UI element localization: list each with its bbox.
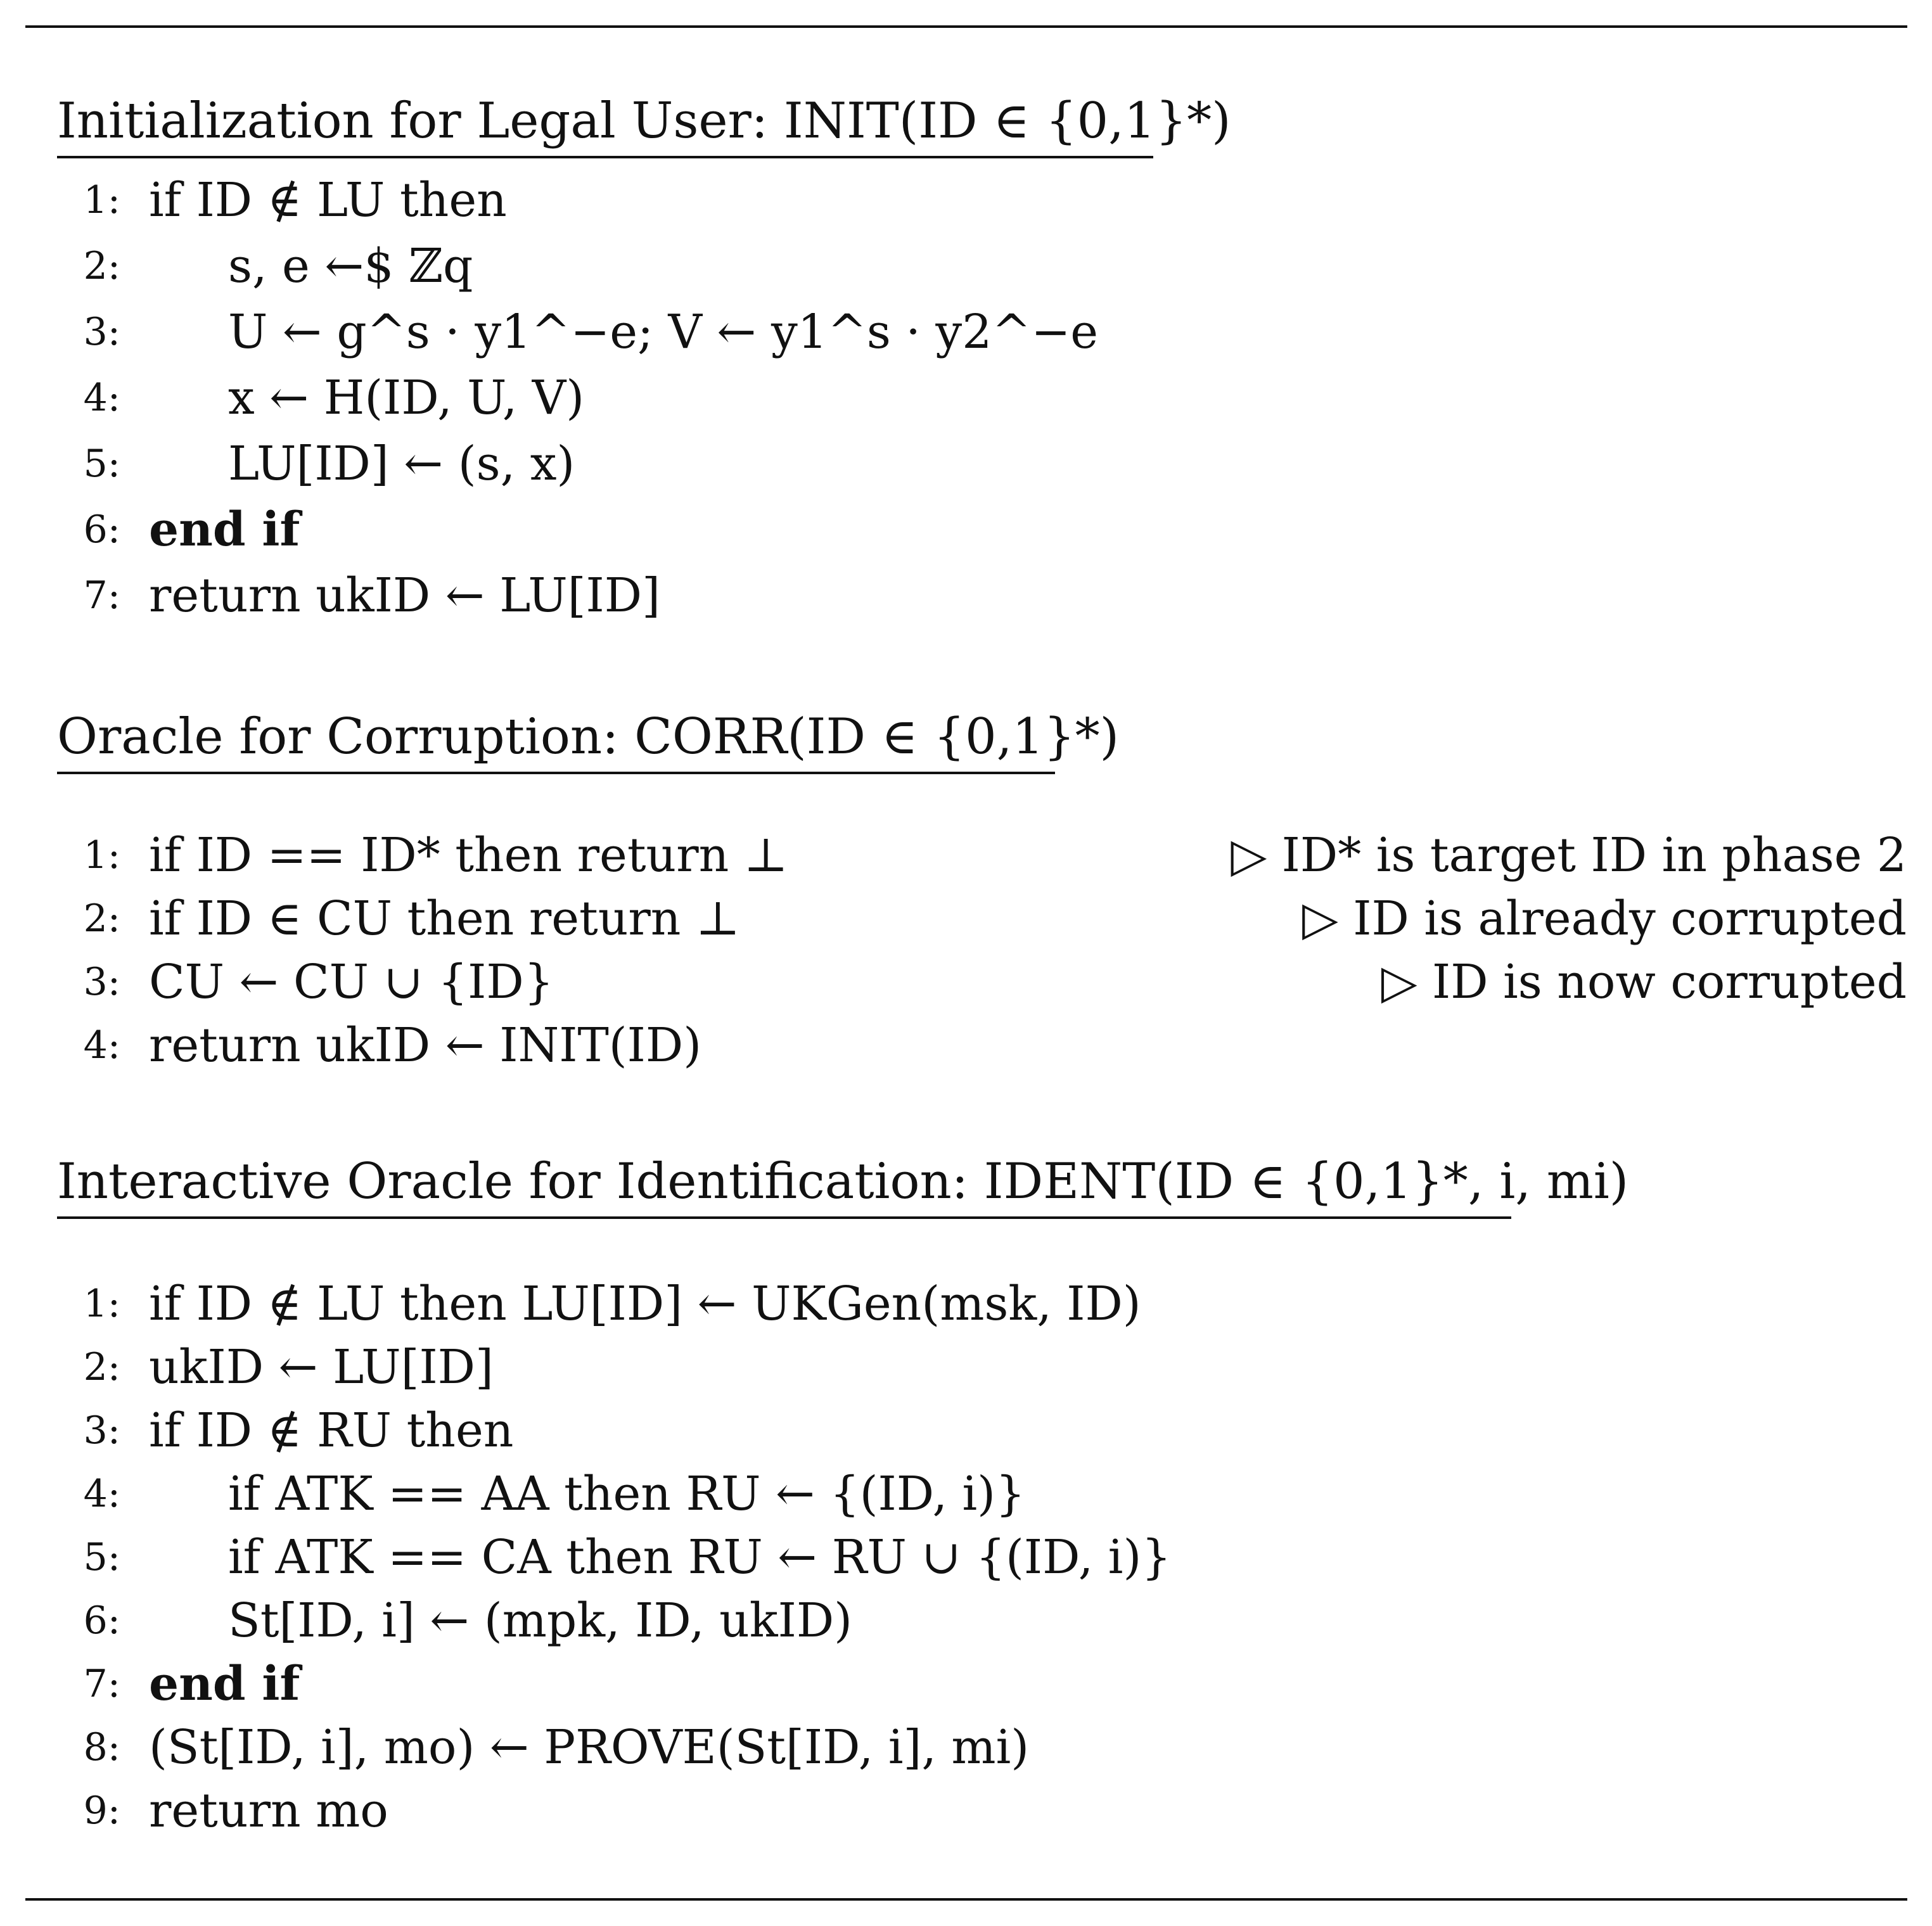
code-text: if ID ∉ LU then LU[ID] ← UKGen(msk, ID) [149,1277,1141,1331]
algorithm-line [0,1716,1932,1779]
code-text: return mo [149,1783,388,1838]
code-text: LU[ID] ← (s, x) [228,437,575,491]
title-underline [57,156,1153,158]
code-text: St[ID, i] ← (mpk, ID, ukID) [228,1593,853,1648]
algorithm-line [0,1652,1932,1716]
code-text: if ATK == AA then RU ← {(ID, i)} [228,1467,1026,1521]
line-number: 6: [83,507,120,552]
line-number: 4: [83,1023,120,1068]
code-text: if ID ∈ CU then return ⊥ [149,891,740,946]
line-number: 2: [83,1345,120,1389]
algorithm-line [0,1779,1932,1842]
algorithm-line [0,169,1932,232]
line-number: 6: [83,1598,120,1643]
algorithm-line [0,1399,1932,1462]
algorithm-line [0,234,1932,298]
algorithm-line [0,366,1932,430]
code-text: if ATK == CA then RU ← RU ∪ {(ID, i)} [228,1530,1172,1585]
code-text: if ID == ID* then return ⊥ [149,828,788,883]
line-number: 9: [83,1789,120,1833]
line-number: 8: [83,1725,120,1770]
algorithm-line [0,1462,1932,1526]
code-text: (St[ID, i], mo) ← PROVE(St[ID, i], mi) [149,1720,1030,1775]
comment: ▷ ID is now corrupted [1381,955,1907,1009]
code-text: U ← g^s · y1^−e; V ← y1^s · y2^−e [228,305,1099,359]
algorithm-line [0,1526,1932,1589]
code-text: s, e ←$ ℤq [228,239,473,293]
line-number: 3: [83,1408,120,1453]
line-number: 2: [83,896,120,941]
code-text: ukID ← LU[ID] [149,1340,494,1394]
algorithm-line [0,950,1932,1014]
line-number: 4: [83,1472,120,1516]
section-title: Oracle for Corruption: CORR(ID ∈ {0,1}*) [57,708,1120,765]
code-text: return ukID ← LU[ID] [149,568,660,623]
line-number: 3: [83,310,120,354]
algorithm-line [0,1014,1932,1077]
algorithm-line [0,432,1932,495]
code-text: x ← H(ID, U, V) [228,371,585,425]
title-underline [57,1216,1511,1219]
line-number: 1: [83,178,120,222]
algorithm-line [0,564,1932,627]
line-number: 5: [83,442,120,486]
top-rule [25,25,1907,28]
algorithm-line [0,300,1932,364]
section-title: Initialization for Legal User: INIT(ID ∈ {0,1}*) [57,92,1231,150]
line-number: 7: [83,573,120,618]
algorithm-line [0,824,1932,887]
algorithm-line [0,1336,1932,1399]
line-number: 2: [83,244,120,288]
bottom-rule [25,1898,1907,1901]
algorithm-line [0,887,1932,950]
algorithm-line [0,1272,1932,1336]
line-number: 5: [83,1535,120,1579]
line-number: 7: [83,1662,120,1706]
code-text: return ukID ← INIT(ID) [149,1018,702,1073]
code-text: end if [149,1657,300,1711]
line-number: 1: [83,1282,120,1326]
section-title: Interactive Oracle for Identification: IDENT(ID ∈ {0,1}*, i, mi) [57,1153,1629,1210]
line-number: 4: [83,376,120,420]
title-underline [57,772,1055,774]
code-text: CU ← CU ∪ {ID} [149,955,554,1009]
code-text: end if [149,502,300,557]
comment: ▷ ID is already corrupted [1302,891,1907,946]
algorithm-line [0,1589,1932,1652]
code-text: if ID ∉ RU then [149,1403,514,1458]
line-number: 3: [83,960,120,1004]
algorithm-line [0,498,1932,561]
line-number: 1: [83,833,120,877]
code-text: if ID ∉ LU then [149,173,507,227]
comment: ▷ ID* is target ID in phase 2 [1231,828,1907,883]
